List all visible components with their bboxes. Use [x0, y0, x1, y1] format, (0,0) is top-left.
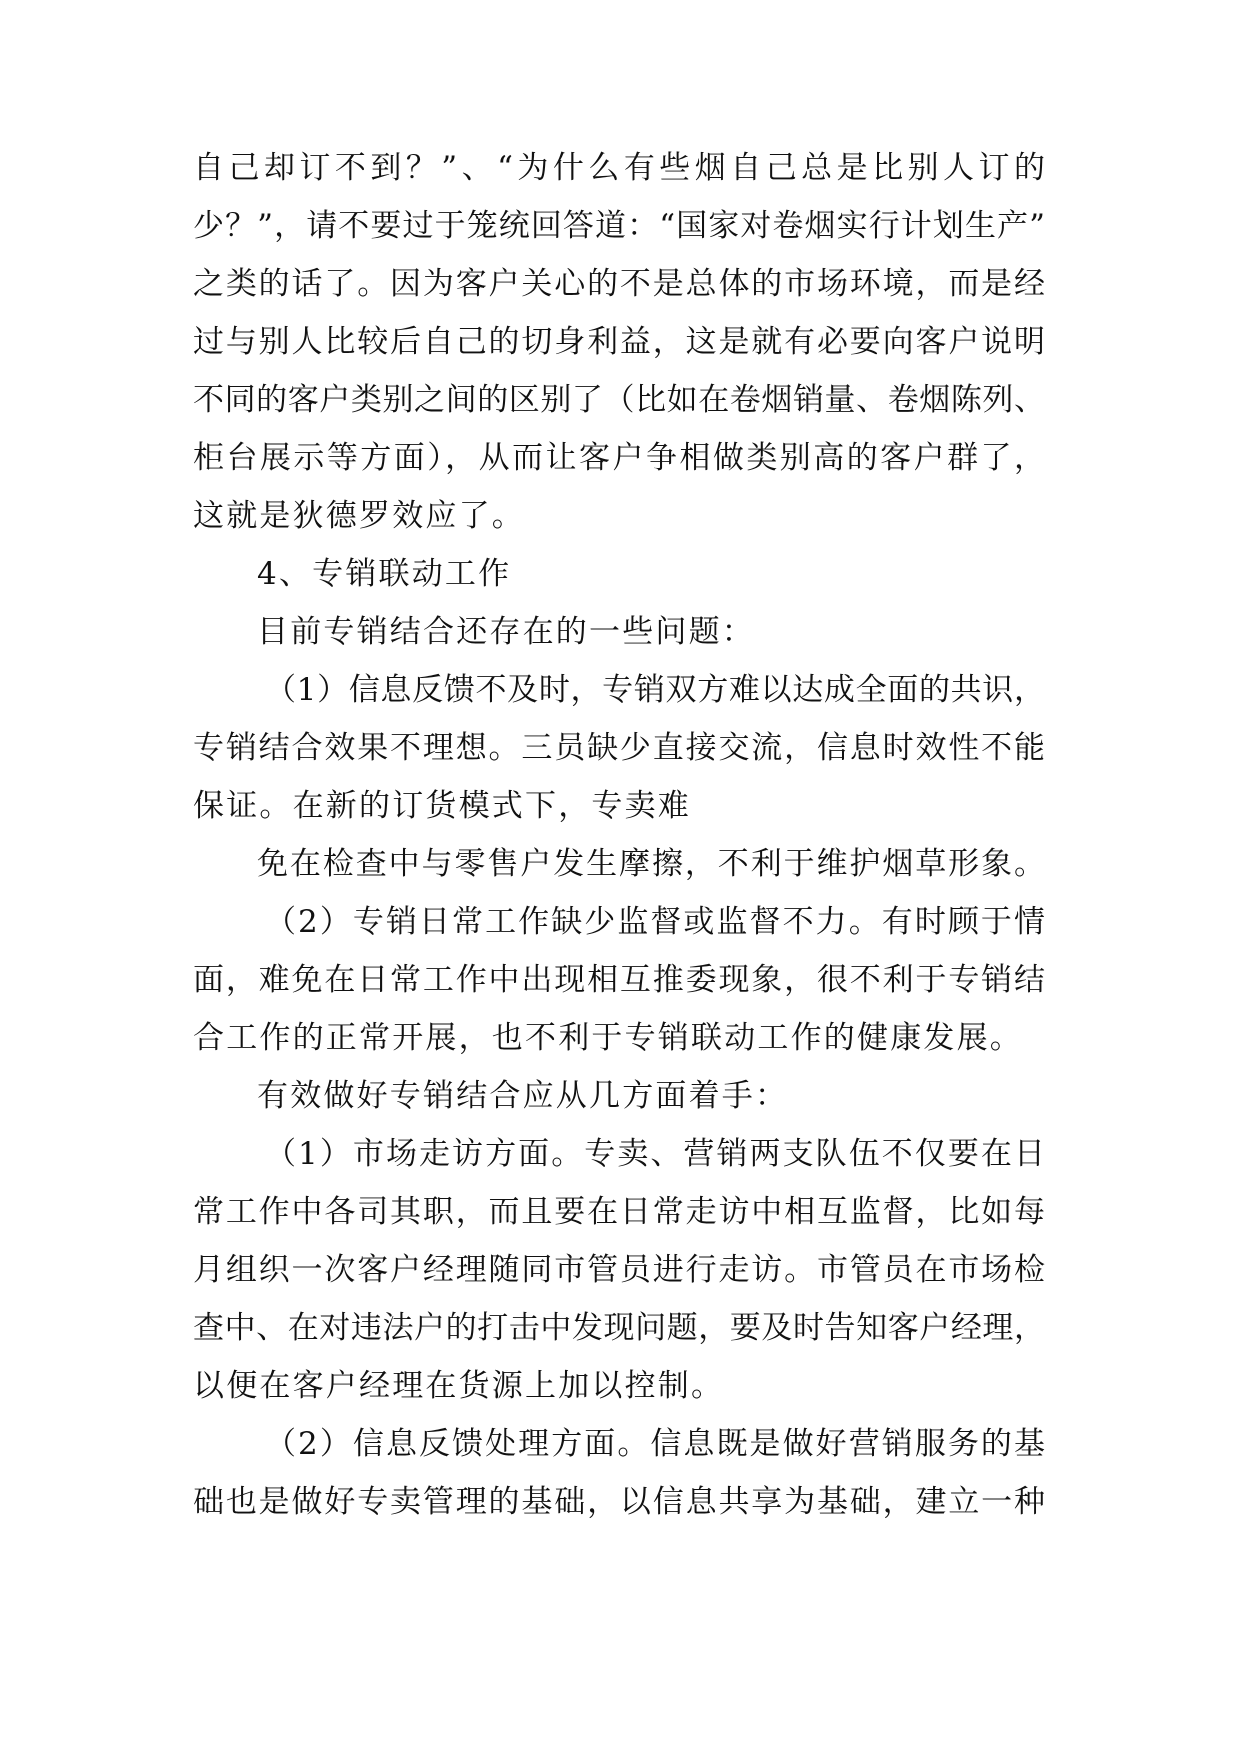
paragraph-line: 面，难免在日常工作中出现相互推委现象，很不利于专销结: [193, 962, 1045, 998]
paragraph-line: 保证。在新的订货模式下，专卖难: [193, 788, 691, 824]
paragraph-line: 月组织一次客户经理随同市管员进行走访。市管员在市场检: [193, 1252, 1045, 1288]
paragraph-line: 查中、在对违法户的打击中发现问题，要及时告知客户经理，: [193, 1310, 1045, 1346]
paragraph-line: 目前专销结合还存在的一些问题：: [257, 614, 755, 650]
paragraph-line: （1）信息反馈不及时，专销双方难以达成全面的共识，: [265, 672, 1045, 708]
paragraph-line: 础也是做好专卖管理的基础，以信息共享为基础，建立一种: [193, 1484, 1045, 1520]
paragraph-line: 常工作中各司其职，而且要在日常走访中相互监督，比如每: [193, 1194, 1045, 1230]
paragraph-line: （2）专销日常工作缺少监督或监督不力。有时顾于情: [265, 904, 1045, 940]
paragraph-line: 过与别人比较后自己的切身利益，这是就有必要向客户说明: [193, 324, 1045, 360]
paragraph-line: 这就是狄德罗效应了。: [193, 498, 525, 534]
paragraph-line: 专销结合效果不理想。三员缺少直接交流，信息时效性不能: [193, 730, 1045, 766]
paragraph-line: 以便在客户经理在货源上加以控制。: [193, 1368, 725, 1404]
paragraph-line: （1）市场走访方面。专卖、营销两支队伍不仅要在日: [265, 1136, 1045, 1172]
paragraph-line: 柜台展示等方面），从而让客户争相做类别高的客户群了，: [193, 440, 1045, 476]
paragraph-line: 合工作的正常开展，也不利于专销联动工作的健康发展。: [193, 1020, 1023, 1056]
paragraph-line: 少？”，请不要过于笼统回答道：“国家对卷烟实行计划生产”: [193, 208, 1045, 244]
paragraph-line: 之类的话了。因为客户关心的不是总体的市场环境，而是经: [193, 266, 1045, 302]
paragraph-line: 自己却订不到？”、“为什么有些烟自己总是比别人订的: [193, 150, 1045, 186]
paragraph-line: （2）信息反馈处理方面。信息既是做好营销服务的基: [265, 1426, 1045, 1462]
paragraph-line: 免在检查中与零售户发生摩擦，不利于维护烟草形象。: [257, 846, 1045, 882]
section-heading: 4、专销联动工作: [257, 556, 512, 592]
paragraph-line: 不同的客户类别之间的区别了（比如在卷烟销量、卷烟陈列、: [193, 382, 1045, 418]
paragraph-line: 有效做好专销结合应从几方面着手：: [257, 1078, 789, 1114]
